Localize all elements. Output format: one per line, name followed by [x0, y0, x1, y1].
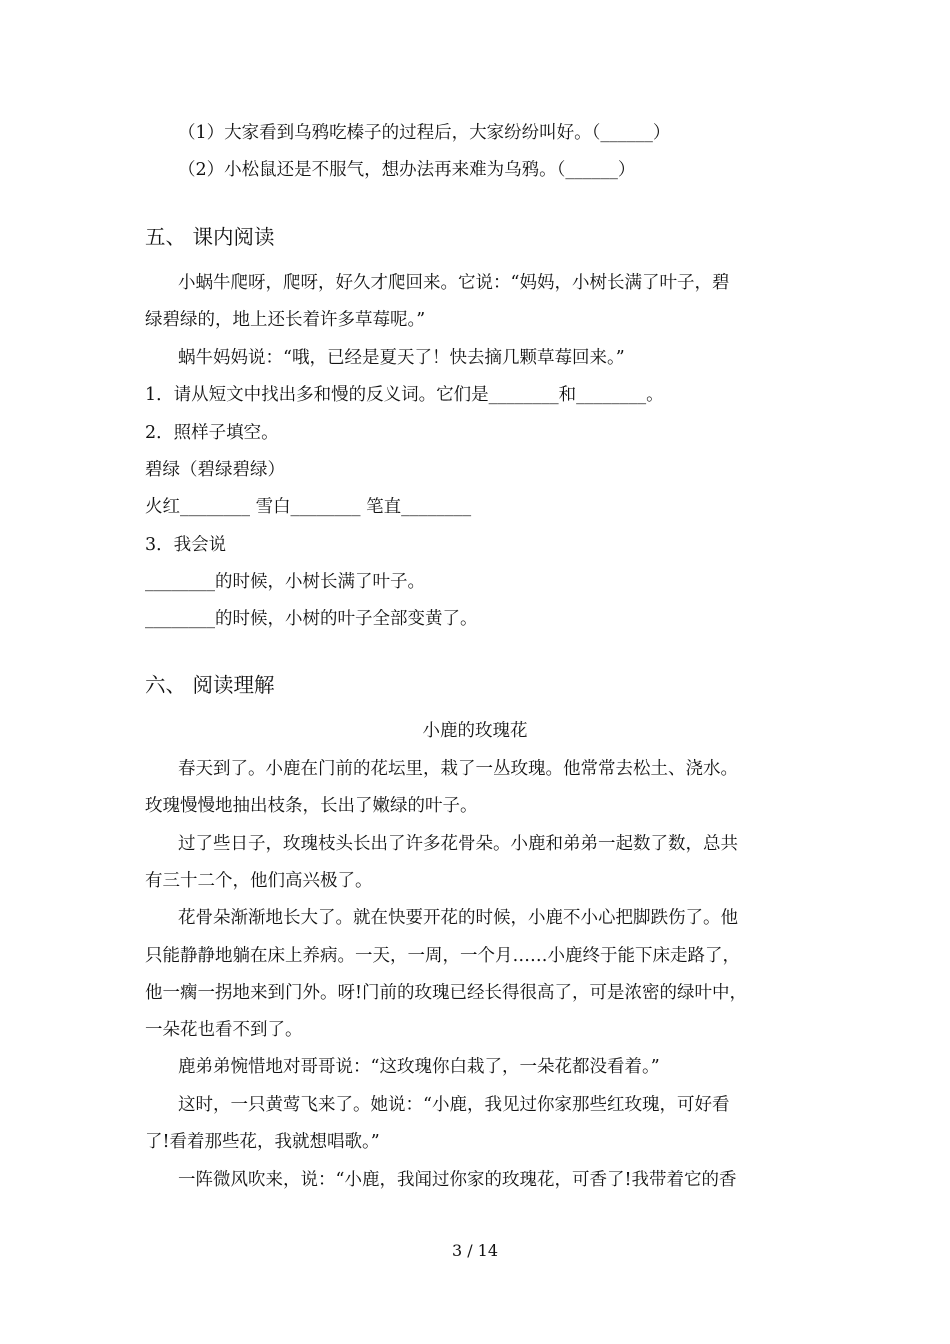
question-2: （2）小松鼠还是不服气，想办法再来难为乌鸦。（______）: [178, 160, 636, 180]
story-line: 他一瘸一拐地来到门外。呀!门前的玫瑰已经长得很高了，可是浓密的绿叶中，: [145, 983, 748, 1003]
page-number: 3 / 14: [451, 1241, 499, 1260]
section-5-question-1: 1．请从短文中找出多和慢的反义词。它们是________和________。: [145, 385, 664, 405]
story-line: 春天到了。小鹿在门前的花坛里，栽了一丛玫瑰。他常常去松土、浇水。: [178, 759, 738, 779]
story-line: 一阵微风吹来，说：“小鹿，我闻过你家的玫瑰花，可香了!我带着它的香: [178, 1170, 737, 1190]
section-5-fill-blanks: 火红________ 雪白________ 笔直________: [145, 497, 472, 517]
story-line: 这时，一只黄莺飞来了。她说：“小鹿，我见过你家那些红玫瑰，可好看: [178, 1095, 730, 1115]
story-line: 一朵花也看不到了。: [145, 1020, 303, 1040]
section-5-paragraph-1-line-2: 绿碧绿的，地上还长着许多草莓呢。”: [145, 310, 426, 330]
question-1: （1）大家看到乌鸦吃榛子的过程后，大家纷纷叫好。（______）: [178, 123, 671, 143]
story-line: 花骨朵渐渐地长大了。就在快要开花的时候，小鹿不小心把脚跌伤了。他: [178, 908, 738, 928]
story-line: 鹿弟弟惋惜地对哥哥说：“这玫瑰你白栽了，一朵花都没看着。”: [178, 1057, 660, 1077]
section-5-heading: 五、 课内阅读: [145, 225, 275, 249]
section-5-example: 碧绿（碧绿碧绿）: [145, 460, 285, 480]
story-line: 玫瑰慢慢地抽出枝条，长出了嫩绿的叶子。: [145, 796, 478, 816]
section-5-question-3: 3．我会说: [145, 535, 227, 555]
story-line: 只能静静地躺在床上养病。一天，一周，一个月……小鹿终于能下床走路了，: [145, 946, 740, 966]
story-line: 有三十二个，他们高兴极了。: [145, 871, 373, 891]
story-line: 过了些日子，玫瑰枝头长出了许多花骨朵。小鹿和弟弟一起数了数，总共: [178, 834, 738, 854]
section-5-say-2: ________的时候，小树的叶子全部变黄了。: [145, 609, 478, 629]
section-5-paragraph-2: 蜗牛妈妈说：“哦，已经是夏天了！快去摘几颗草莓回来。”: [178, 348, 625, 368]
section-5-say-1: ________的时候，小树长满了叶子。: [145, 572, 425, 592]
story-title: 小鹿的玫瑰花: [422, 721, 528, 741]
section-5-question-2: 2．照样子填空。: [145, 423, 279, 443]
story-line: 了!看着那些花，我就想唱歌。”: [145, 1132, 380, 1152]
section-5-paragraph-1-line-1: 小蜗牛爬呀，爬呀，好久才爬回来。它说：“妈妈，小树长满了叶子，碧: [178, 273, 730, 293]
section-6-heading: 六、 阅读理解: [145, 673, 275, 697]
